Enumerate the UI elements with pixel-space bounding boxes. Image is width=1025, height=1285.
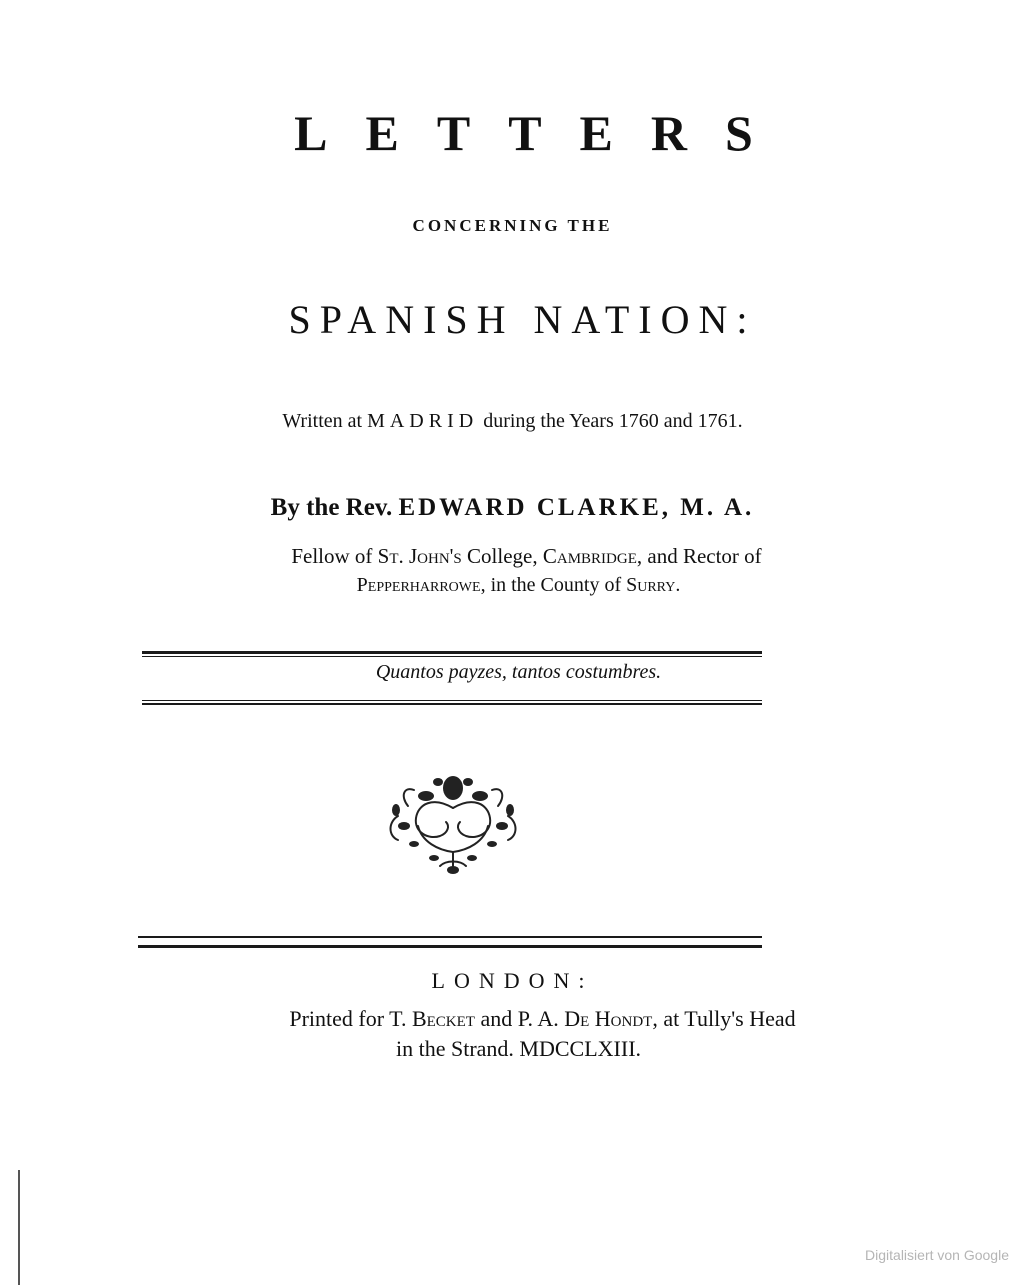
affiliation-text: . <box>675 574 681 596</box>
printer-ornament-icon <box>378 766 528 876</box>
imprint-line-1 <box>0 1006 1025 1032</box>
imprint-text: Printed for T. <box>289 1006 412 1031</box>
author-pre: By the Rev. <box>270 494 393 521</box>
subtitle-concerning: CONCERNING THE <box>412 216 613 235</box>
digitization-watermark: Digitalisiert von Google <box>865 1247 1009 1263</box>
rule-motto-thin <box>142 700 762 701</box>
motto: Quantos payzes, tantos costumbres. <box>375 661 662 683</box>
rule-bottom-thick <box>138 945 762 948</box>
affiliation-text: , and Rector of <box>636 544 762 568</box>
rule-top-thin <box>142 656 762 657</box>
college-name: St. John's <box>377 544 462 568</box>
printer-name-becket: Becket <box>411 1006 475 1031</box>
affiliation-line-1 <box>0 544 1025 569</box>
affiliation-line-2 <box>0 574 1025 597</box>
affiliation-text: College, <box>461 544 543 568</box>
written-post: during the Years 1760 and 1761. <box>483 410 743 432</box>
affiliation-text: Fellow of <box>291 544 378 568</box>
printer-name-de-hondt: De Hondt <box>564 1006 653 1031</box>
subtitle-nation: SPANISH NATION: <box>288 297 757 342</box>
author-line <box>0 494 1025 522</box>
parish-name: Pepperharrowe <box>356 574 481 596</box>
imprint-text: , at Tully's Head <box>652 1006 796 1031</box>
rule-bottom-thin <box>138 936 762 938</box>
rule-motto-thick <box>142 703 762 705</box>
page-title: LETTERS <box>294 105 791 161</box>
imprint-line-2: in the Strand. MDCCLXIII. <box>395 1036 642 1061</box>
written-pre: Written at <box>282 410 363 432</box>
page-edge-mark <box>18 1170 20 1285</box>
author-name: EDWARD CLARKE, M. A. <box>398 494 755 521</box>
county-name: Surry <box>626 574 676 596</box>
written-place: MADRID <box>367 410 479 432</box>
university-name: Cambridge <box>542 544 637 568</box>
imprint-text: and P. A. <box>474 1006 565 1031</box>
imprint-city: LONDON: <box>431 968 594 993</box>
affiliation-text: , in the County of <box>480 574 627 596</box>
written-line <box>0 410 1025 433</box>
rule-top-thick <box>142 651 762 654</box>
